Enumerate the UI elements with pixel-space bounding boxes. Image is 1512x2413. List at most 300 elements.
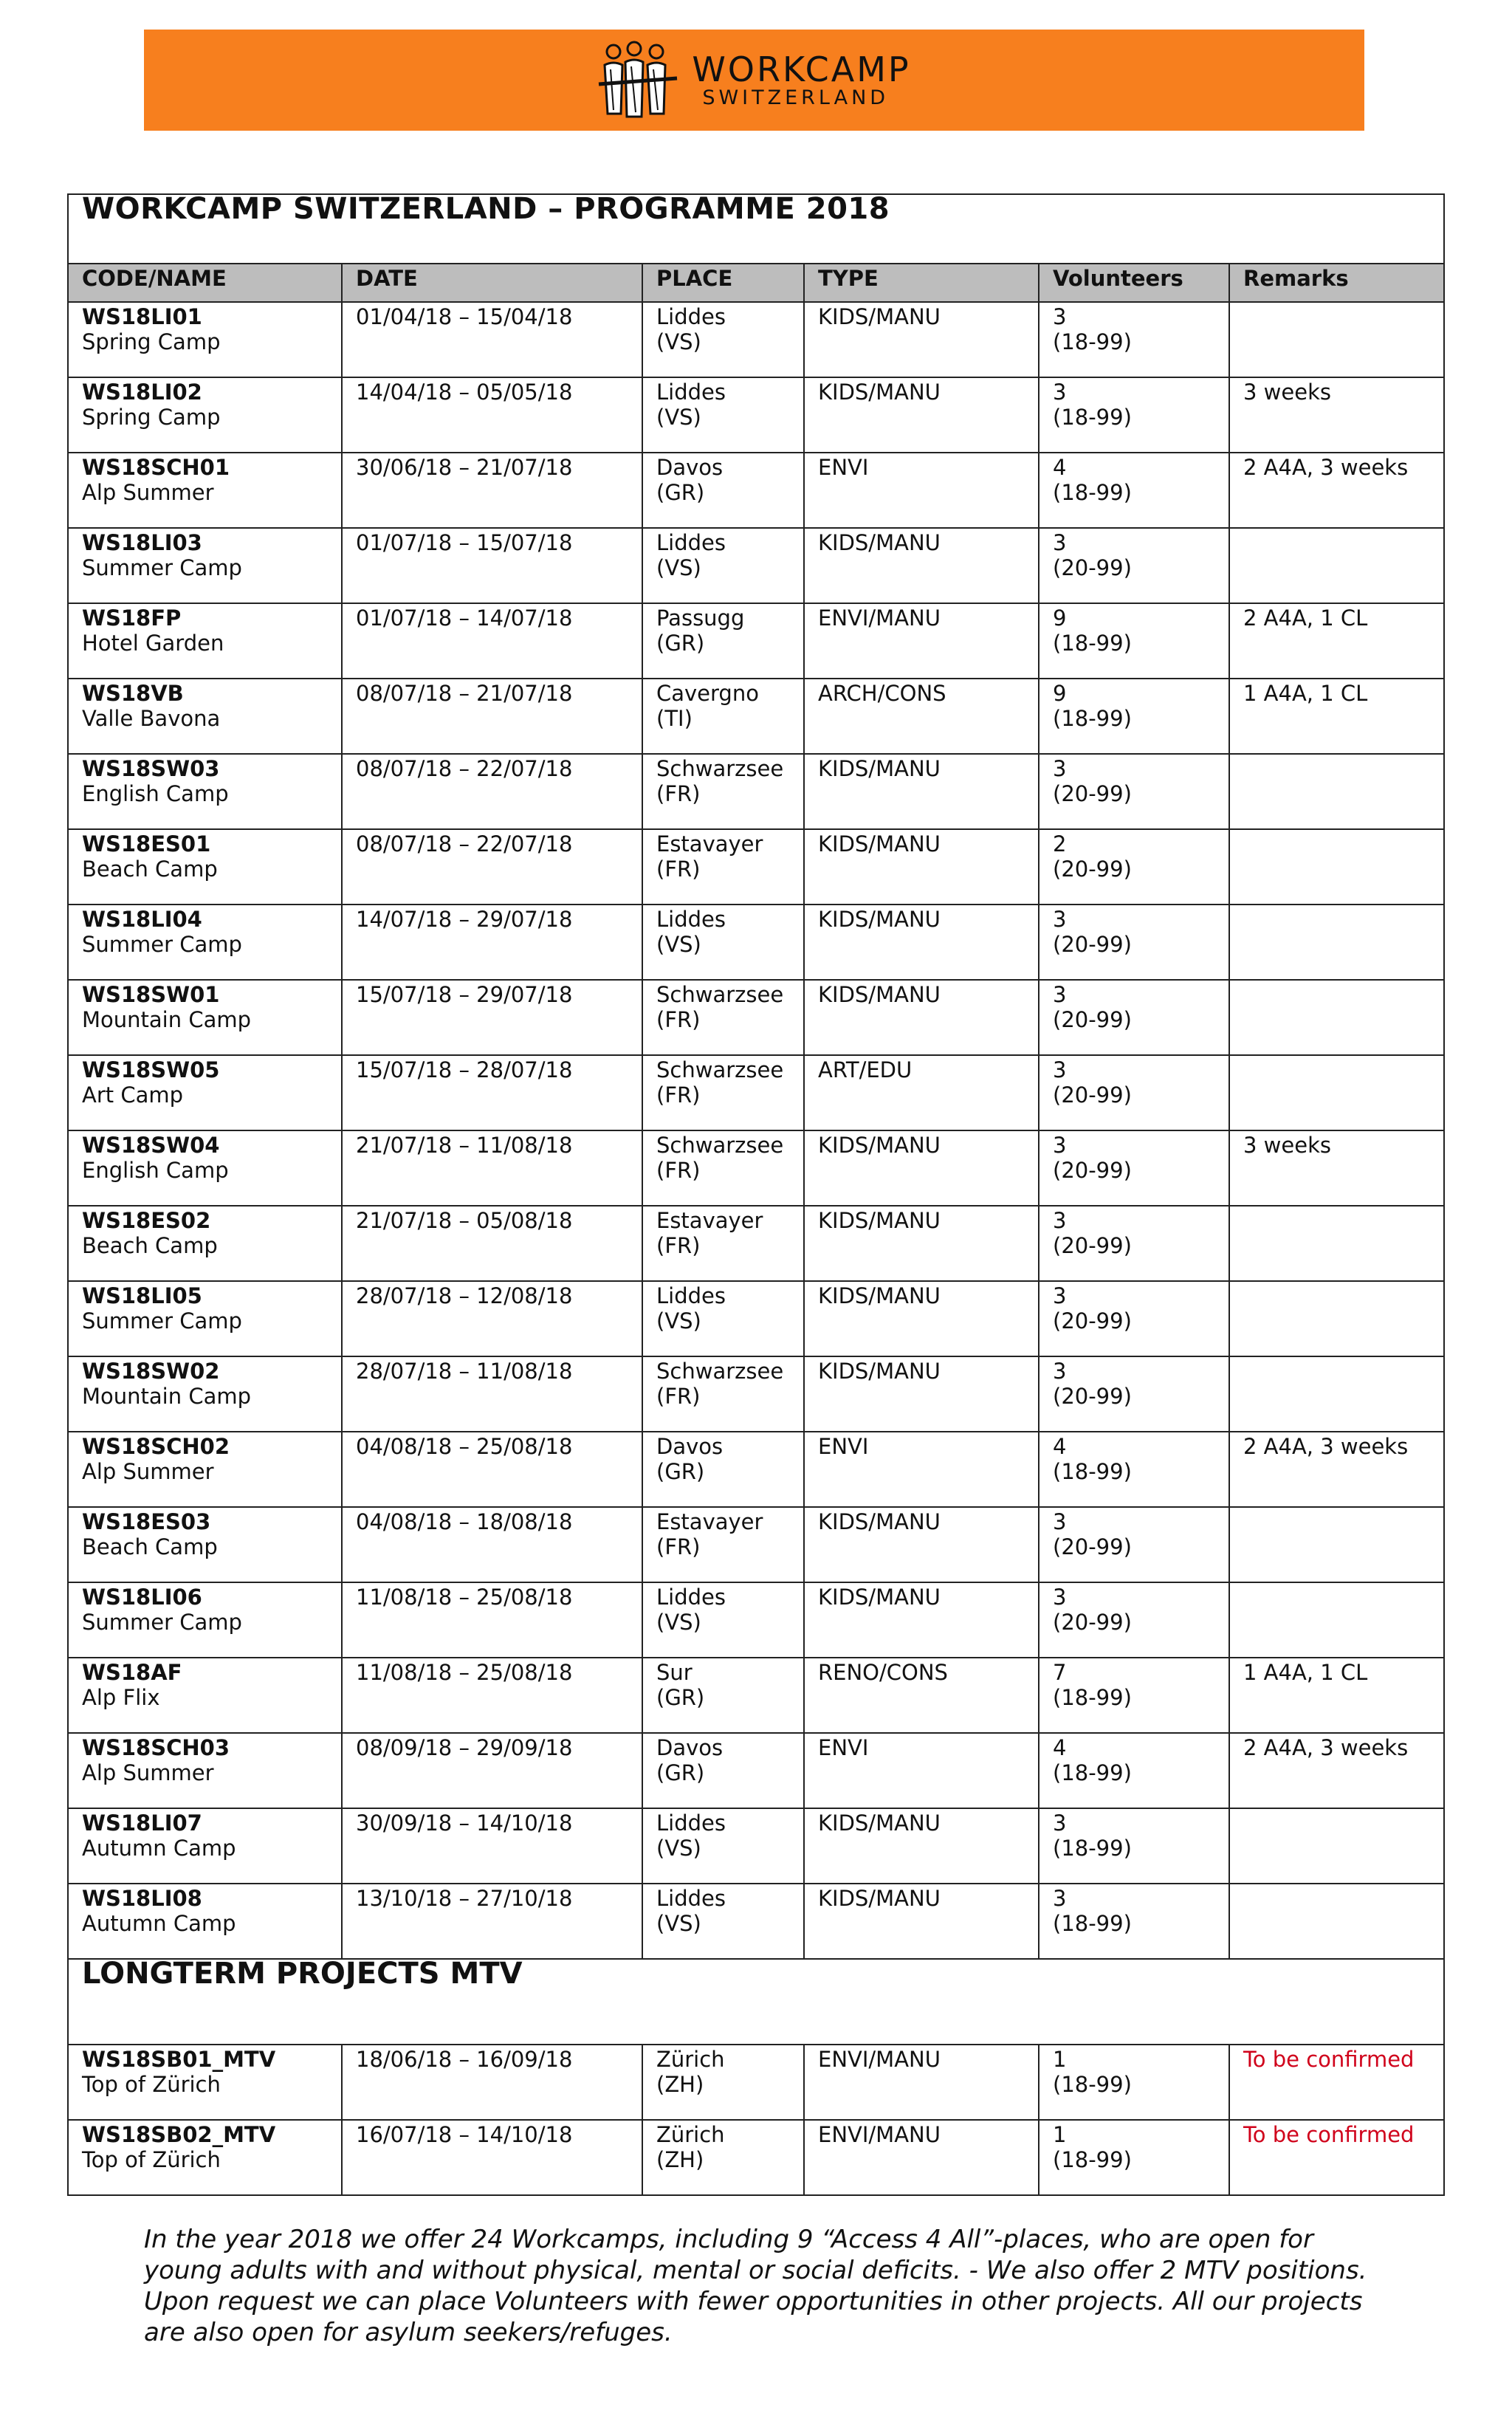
table-row: [68, 1733, 1444, 1808]
camp-code: WS18SCH01: [82, 455, 230, 480]
place-name: Estavayer: [656, 831, 763, 857]
camp-name: Alp Summer: [82, 1459, 214, 1484]
cell-date: 14/07/18 – 29/07/18: [342, 905, 642, 980]
table-row: [68, 1432, 1444, 1507]
cell-code-name: [68, 1432, 342, 1507]
cell-date: 08/09/18 – 29/09/18: [342, 1733, 642, 1808]
programme-table: [67, 193, 1445, 2196]
camp-code: WS18ES03: [82, 1509, 211, 1534]
age-range: (20-99): [1053, 555, 1132, 580]
place-canton: (FR): [656, 1534, 701, 1559]
volunteer-count: 4: [1053, 455, 1067, 480]
cell-remarks: To be confirmed: [1229, 2120, 1444, 2195]
cell-place: [642, 1582, 804, 1658]
column-header-volunteers: Volunteers: [1039, 264, 1229, 302]
camp-code: WS18LI03: [82, 530, 202, 555]
cell-remarks: To be confirmed: [1229, 2045, 1444, 2120]
camp-code: WS18LI04: [82, 907, 202, 932]
camp-code: WS18ES01: [82, 831, 211, 857]
header-banner: [144, 30, 1364, 131]
camp-name: English Camp: [82, 1158, 229, 1183]
table-row: [68, 2045, 1444, 2120]
cell-place: [642, 2045, 804, 2120]
place-canton: (VS): [656, 405, 701, 430]
age-range: (18-99): [1053, 405, 1132, 430]
cell-remarks: 1 A4A, 1 CL: [1229, 1658, 1444, 1733]
cell-volunteers: [1039, 1808, 1229, 1884]
cell-code-name: [68, 1356, 342, 1432]
cell-type: KIDS/MANU: [804, 905, 1039, 980]
table-row: [68, 1356, 1444, 1432]
age-range: (20-99): [1053, 1082, 1132, 1108]
cell-volunteers: [1039, 377, 1229, 453]
age-range: (18-99): [1053, 1836, 1132, 1861]
cell-code-name: [68, 302, 342, 377]
camp-name: Alp Summer: [82, 1760, 214, 1785]
volunteer-count: 4: [1053, 1735, 1067, 1760]
cell-remarks: 2 A4A, 1 CL: [1229, 603, 1444, 679]
place-canton: (FR): [656, 1007, 701, 1032]
cell-type: KIDS/MANU: [804, 754, 1039, 829]
cell-type: ENVI: [804, 1432, 1039, 1507]
table-row: [68, 980, 1444, 1055]
place-canton: (VS): [656, 932, 701, 957]
cell-date: 08/07/18 – 21/07/18: [342, 679, 642, 754]
cell-date: 28/07/18 – 12/08/18: [342, 1281, 642, 1356]
cell-type: KIDS/MANU: [804, 528, 1039, 603]
place-name: Liddes: [656, 1585, 726, 1610]
age-range: (18-99): [1053, 631, 1132, 656]
place-canton: (GR): [656, 1459, 705, 1484]
workcamp-logo: [597, 40, 910, 121]
camp-code: WS18SCH02: [82, 1434, 230, 1459]
cell-type: ENVI/MANU: [804, 2045, 1039, 2120]
cell-volunteers: [1039, 905, 1229, 980]
place-name: Liddes: [656, 1283, 726, 1308]
cell-date: 01/04/18 – 15/04/18: [342, 302, 642, 377]
cell-code-name: [68, 1884, 342, 1959]
cell-code-name: [68, 2045, 342, 2120]
cell-code-name: [68, 1281, 342, 1356]
cell-type: KIDS/MANU: [804, 1884, 1039, 1959]
table-row: [68, 1206, 1444, 1281]
cell-remarks: [1229, 1582, 1444, 1658]
place-canton: (VS): [656, 1911, 701, 1936]
cell-remarks: [1229, 302, 1444, 377]
cell-volunteers: [1039, 603, 1229, 679]
cell-date: 01/07/18 – 15/07/18: [342, 528, 642, 603]
place-canton: (ZH): [656, 2147, 704, 2172]
camp-name: Alp Summer: [82, 480, 214, 505]
cell-code-name: [68, 1055, 342, 1130]
place-name: Davos: [656, 455, 724, 480]
camp-name: Valle Bavona: [82, 706, 221, 731]
cell-place: [642, 302, 804, 377]
cell-remarks: [1229, 1206, 1444, 1281]
place-name: Estavayer: [656, 1208, 763, 1233]
age-range: (20-99): [1053, 1384, 1132, 1409]
cell-date: 04/08/18 – 18/08/18: [342, 1507, 642, 1582]
camp-name: Autumn Camp: [82, 1836, 236, 1861]
cell-volunteers: [1039, 2045, 1229, 2120]
cell-place: [642, 679, 804, 754]
place-name: Liddes: [656, 380, 726, 405]
cell-place: [642, 1206, 804, 1281]
cell-volunteers: [1039, 980, 1229, 1055]
table-row: [68, 302, 1444, 377]
cell-code-name: [68, 754, 342, 829]
age-range: (18-99): [1053, 1760, 1132, 1785]
place-canton: (VS): [656, 1836, 701, 1861]
camp-name: Summer Camp: [82, 555, 242, 580]
cell-code-name: [68, 1582, 342, 1658]
volunteer-count: 3: [1053, 1133, 1067, 1158]
cell-type: KIDS/MANU: [804, 1356, 1039, 1432]
cell-date: 08/07/18 – 22/07/18: [342, 829, 642, 905]
table-row: [68, 1658, 1444, 1733]
volunteer-count: 1: [1053, 2122, 1067, 2147]
cell-type: KIDS/MANU: [804, 1206, 1039, 1281]
camp-name: Summer Camp: [82, 1308, 242, 1334]
cell-volunteers: [1039, 302, 1229, 377]
camp-name: Autumn Camp: [82, 1911, 236, 1936]
camp-name: Beach Camp: [82, 1534, 218, 1559]
camp-name: Summer Camp: [82, 932, 242, 957]
camp-name: Top of Zürich: [82, 2147, 221, 2172]
cell-date: 18/06/18 – 16/09/18: [342, 2045, 642, 2120]
cell-type: ARCH/CONS: [804, 679, 1039, 754]
camp-code: WS18LI07: [82, 1810, 202, 1836]
cell-volunteers: [1039, 1356, 1229, 1432]
camp-code: WS18LI08: [82, 1886, 202, 1911]
volunteer-count: 9: [1053, 605, 1067, 631]
cell-type: ENVI: [804, 453, 1039, 528]
volunteer-count: 3: [1053, 907, 1067, 932]
people-logo-icon: [597, 40, 678, 121]
cell-volunteers: [1039, 1206, 1229, 1281]
age-range: (20-99): [1053, 1158, 1132, 1183]
camp-name: Mountain Camp: [82, 1007, 251, 1032]
cell-volunteers: [1039, 453, 1229, 528]
camp-code: WS18SW04: [82, 1133, 220, 1158]
place-name: Zürich: [656, 2122, 725, 2147]
cell-volunteers: [1039, 1582, 1229, 1658]
place-name: Cavergno: [656, 681, 759, 706]
table-row: [68, 528, 1444, 603]
cell-remarks: [1229, 980, 1444, 1055]
cell-place: [642, 453, 804, 528]
place-canton: (TI): [656, 706, 693, 731]
cell-code-name: [68, 377, 342, 453]
cell-volunteers: [1039, 1055, 1229, 1130]
age-range: (20-99): [1053, 932, 1132, 957]
cell-volunteers: [1039, 679, 1229, 754]
cell-code-name: [68, 980, 342, 1055]
cell-remarks: [1229, 1356, 1444, 1432]
cell-remarks: [1229, 1884, 1444, 1959]
cell-remarks: 2 A4A, 3 weeks: [1229, 1432, 1444, 1507]
cell-remarks: [1229, 1281, 1444, 1356]
age-range: (18-99): [1053, 706, 1132, 731]
cell-type: RENO/CONS: [804, 1658, 1039, 1733]
place-canton: (VS): [656, 1610, 701, 1635]
cell-type: KIDS/MANU: [804, 1808, 1039, 1884]
cell-date: 15/07/18 – 28/07/18: [342, 1055, 642, 1130]
camp-code: WS18SW01: [82, 982, 220, 1007]
table-row: [68, 453, 1444, 528]
table-row: [68, 1808, 1444, 1884]
place-name: Liddes: [656, 1886, 726, 1911]
volunteer-count: 3: [1053, 530, 1067, 555]
camp-name: Art Camp: [82, 1082, 184, 1108]
cell-type: ENVI/MANU: [804, 603, 1039, 679]
cell-volunteers: [1039, 2120, 1229, 2195]
cell-date: 30/09/18 – 14/10/18: [342, 1808, 642, 1884]
place-canton: (GR): [656, 631, 705, 656]
place-canton: (FR): [656, 1082, 701, 1108]
camp-name: Beach Camp: [82, 1233, 218, 1258]
cell-remarks: [1229, 1507, 1444, 1582]
volunteer-count: 4: [1053, 1434, 1067, 1459]
cell-volunteers: [1039, 1507, 1229, 1582]
cell-place: [642, 377, 804, 453]
camp-code: WS18AF: [82, 1660, 182, 1685]
place-canton: (GR): [656, 1760, 705, 1785]
cell-code-name: [68, 1658, 342, 1733]
cell-place: [642, 1055, 804, 1130]
camp-name: Mountain Camp: [82, 1384, 251, 1409]
table-row: [68, 603, 1444, 679]
cell-date: 11/08/18 – 25/08/18: [342, 1582, 642, 1658]
table-row: [68, 1281, 1444, 1356]
place-name: Zürich: [656, 2047, 725, 2072]
cell-code-name: [68, 528, 342, 603]
longterm-section-title: LONGTERM PROJECTS MTV: [68, 1959, 1444, 2045]
place-name: Schwarzsee: [656, 1133, 784, 1158]
camp-code: WS18VB: [82, 681, 184, 706]
camp-code: WS18SB02_MTV: [82, 2122, 276, 2147]
table-title: WORKCAMP SWITZERLAND – PROGRAMME 2018: [68, 194, 1444, 264]
cell-code-name: [68, 905, 342, 980]
cell-remarks: [1229, 829, 1444, 905]
cell-code-name: [68, 453, 342, 528]
cell-place: [642, 1658, 804, 1733]
cell-place: [642, 980, 804, 1055]
camp-code: WS18LI05: [82, 1283, 202, 1308]
volunteer-count: 3: [1053, 756, 1067, 781]
cell-place: [642, 2120, 804, 2195]
cell-date: 13/10/18 – 27/10/18: [342, 1884, 642, 1959]
place-name: Schwarzsee: [656, 756, 784, 781]
table-row: [68, 905, 1444, 980]
cell-place: [642, 1432, 804, 1507]
age-range: (18-99): [1053, 1459, 1132, 1484]
age-range: (20-99): [1053, 1233, 1132, 1258]
camp-name: Beach Camp: [82, 857, 218, 882]
volunteer-count: 3: [1053, 982, 1067, 1007]
cell-place: [642, 603, 804, 679]
cell-volunteers: [1039, 1281, 1229, 1356]
place-name: Passugg: [656, 605, 745, 631]
cell-place: [642, 528, 804, 603]
cell-volunteers: [1039, 754, 1229, 829]
cell-remarks: [1229, 1055, 1444, 1130]
cell-place: [642, 829, 804, 905]
table-row: [68, 829, 1444, 905]
volunteer-count: 1: [1053, 2047, 1067, 2072]
place-name: Estavayer: [656, 1509, 763, 1534]
cell-place: [642, 905, 804, 980]
place-name: Davos: [656, 1434, 724, 1459]
column-header-remarks: Remarks: [1229, 264, 1444, 302]
place-canton: (VS): [656, 1308, 701, 1334]
place-canton: (GR): [656, 1685, 705, 1710]
cell-place: [642, 1130, 804, 1206]
volunteer-count: 3: [1053, 1509, 1067, 1534]
cell-place: [642, 1733, 804, 1808]
age-range: (18-99): [1053, 480, 1132, 505]
camp-code: WS18SW02: [82, 1359, 220, 1384]
cell-code-name: [68, 1130, 342, 1206]
volunteer-count: 2: [1053, 831, 1067, 857]
camp-name: Spring Camp: [82, 329, 221, 354]
age-range: (20-99): [1053, 857, 1132, 882]
cell-date: 15/07/18 – 29/07/18: [342, 980, 642, 1055]
camp-code: WS18SW03: [82, 756, 220, 781]
camp-code: WS18SB01_MTV: [82, 2047, 276, 2072]
place-name: Liddes: [656, 907, 726, 932]
column-header-code: CODE/NAME: [68, 264, 342, 302]
cell-date: 14/04/18 – 05/05/18: [342, 377, 642, 453]
camp-name: Alp Flix: [82, 1685, 160, 1710]
camp-code: WS18ES02: [82, 1208, 211, 1233]
place-canton: (ZH): [656, 2072, 704, 2097]
table-row: [68, 1130, 1444, 1206]
cell-remarks: [1229, 754, 1444, 829]
place-canton: (FR): [656, 857, 701, 882]
place-name: Schwarzsee: [656, 982, 784, 1007]
cell-date: 08/07/18 – 22/07/18: [342, 754, 642, 829]
cell-type: ENVI/MANU: [804, 2120, 1039, 2195]
volunteer-count: 3: [1053, 1886, 1067, 1911]
cell-remarks: 3 weeks: [1229, 377, 1444, 453]
cell-place: [642, 1507, 804, 1582]
cell-date: 11/08/18 – 25/08/18: [342, 1658, 642, 1733]
volunteer-count: 3: [1053, 1057, 1067, 1082]
place-canton: (FR): [656, 1158, 701, 1183]
volunteer-count: 7: [1053, 1660, 1067, 1685]
cell-volunteers: [1039, 1733, 1229, 1808]
cell-code-name: [68, 603, 342, 679]
cell-date: 01/07/18 – 14/07/18: [342, 603, 642, 679]
cell-remarks: 1 A4A, 1 CL: [1229, 679, 1444, 754]
column-header-place: PLACE: [642, 264, 804, 302]
camp-name: Hotel Garden: [82, 631, 224, 656]
cell-date: 04/08/18 – 25/08/18: [342, 1432, 642, 1507]
age-range: (20-99): [1053, 1007, 1132, 1032]
cell-date: 16/07/18 – 14/10/18: [342, 2120, 642, 2195]
place-canton: (FR): [656, 1384, 701, 1409]
cell-place: [642, 1884, 804, 1959]
camp-name: English Camp: [82, 781, 229, 806]
cell-code-name: [68, 829, 342, 905]
cell-remarks: [1229, 905, 1444, 980]
age-range: (18-99): [1053, 329, 1132, 354]
camp-code: WS18SW05: [82, 1057, 220, 1082]
cell-volunteers: [1039, 1432, 1229, 1507]
logo-subtitle: SWITZERLAND: [702, 86, 890, 109]
cell-type: ART/EDU: [804, 1055, 1039, 1130]
place-canton: (FR): [656, 1233, 701, 1258]
place-canton: (GR): [656, 480, 705, 505]
camp-name: Summer Camp: [82, 1610, 242, 1635]
camp-code: WS18LI02: [82, 380, 202, 405]
cell-volunteers: [1039, 1658, 1229, 1733]
logo-wordmark: WORKCAMP: [692, 49, 911, 89]
table-header-row: [68, 264, 1444, 302]
cell-remarks: 2 A4A, 3 weeks: [1229, 1733, 1444, 1808]
cell-remarks: 2 A4A, 3 weeks: [1229, 453, 1444, 528]
table-row: [68, 754, 1444, 829]
footer-note: In the year 2018 we offer 24 Workcamps, including 9 “Access 4 All”-places, who are open for young adults with and without physical, mental or social deficits. - We also offer 2 MTV positions. Upon request we can place Volunteers with fewer opportunities in other projects. All our projects are also open for asylum seekers/refuges.: [144, 2225, 1367, 2347]
cell-volunteers: [1039, 528, 1229, 603]
cell-code-name: [68, 2120, 342, 2195]
cell-remarks: 3 weeks: [1229, 1130, 1444, 1206]
volunteer-count: 3: [1053, 304, 1067, 329]
camp-code: WS18FP: [82, 605, 182, 631]
place-name: Liddes: [656, 304, 726, 329]
cell-type: KIDS/MANU: [804, 302, 1039, 377]
cell-code-name: [68, 1733, 342, 1808]
cell-remarks: [1229, 1808, 1444, 1884]
cell-volunteers: [1039, 1884, 1229, 1959]
cell-code-name: [68, 1808, 342, 1884]
place-name: Davos: [656, 1735, 724, 1760]
camp-code: WS18SCH03: [82, 1735, 230, 1760]
age-range: (20-99): [1053, 1610, 1132, 1635]
cell-date: 21/07/18 – 11/08/18: [342, 1130, 642, 1206]
cell-date: 21/07/18 – 05/08/18: [342, 1206, 642, 1281]
volunteer-count: 3: [1053, 1359, 1067, 1384]
place-name: Sur: [656, 1660, 693, 1685]
age-range: (18-99): [1053, 2072, 1132, 2097]
cell-place: [642, 1808, 804, 1884]
table-row: [68, 377, 1444, 453]
camp-code: WS18LI06: [82, 1585, 202, 1610]
place-name: Liddes: [656, 1810, 726, 1836]
cell-volunteers: [1039, 829, 1229, 905]
age-range: (18-99): [1053, 1685, 1132, 1710]
cell-code-name: [68, 1507, 342, 1582]
volunteer-count: 3: [1053, 1810, 1067, 1836]
cell-remarks: [1229, 528, 1444, 603]
place-name: Schwarzsee: [656, 1057, 784, 1082]
place-name: Liddes: [656, 530, 726, 555]
volunteer-count: 3: [1053, 1283, 1067, 1308]
cell-type: KIDS/MANU: [804, 1507, 1039, 1582]
age-range: (20-99): [1053, 1308, 1132, 1334]
cell-type: KIDS/MANU: [804, 829, 1039, 905]
cell-type: KIDS/MANU: [804, 1582, 1039, 1658]
age-range: (18-99): [1053, 1911, 1132, 1936]
place-canton: (VS): [656, 555, 701, 580]
volunteer-count: 9: [1053, 681, 1067, 706]
column-header-type: TYPE: [804, 264, 1039, 302]
cell-volunteers: [1039, 1130, 1229, 1206]
column-header-date: DATE: [342, 264, 642, 302]
age-range: (18-99): [1053, 2147, 1132, 2172]
camp-name: Top of Zürich: [82, 2072, 221, 2097]
